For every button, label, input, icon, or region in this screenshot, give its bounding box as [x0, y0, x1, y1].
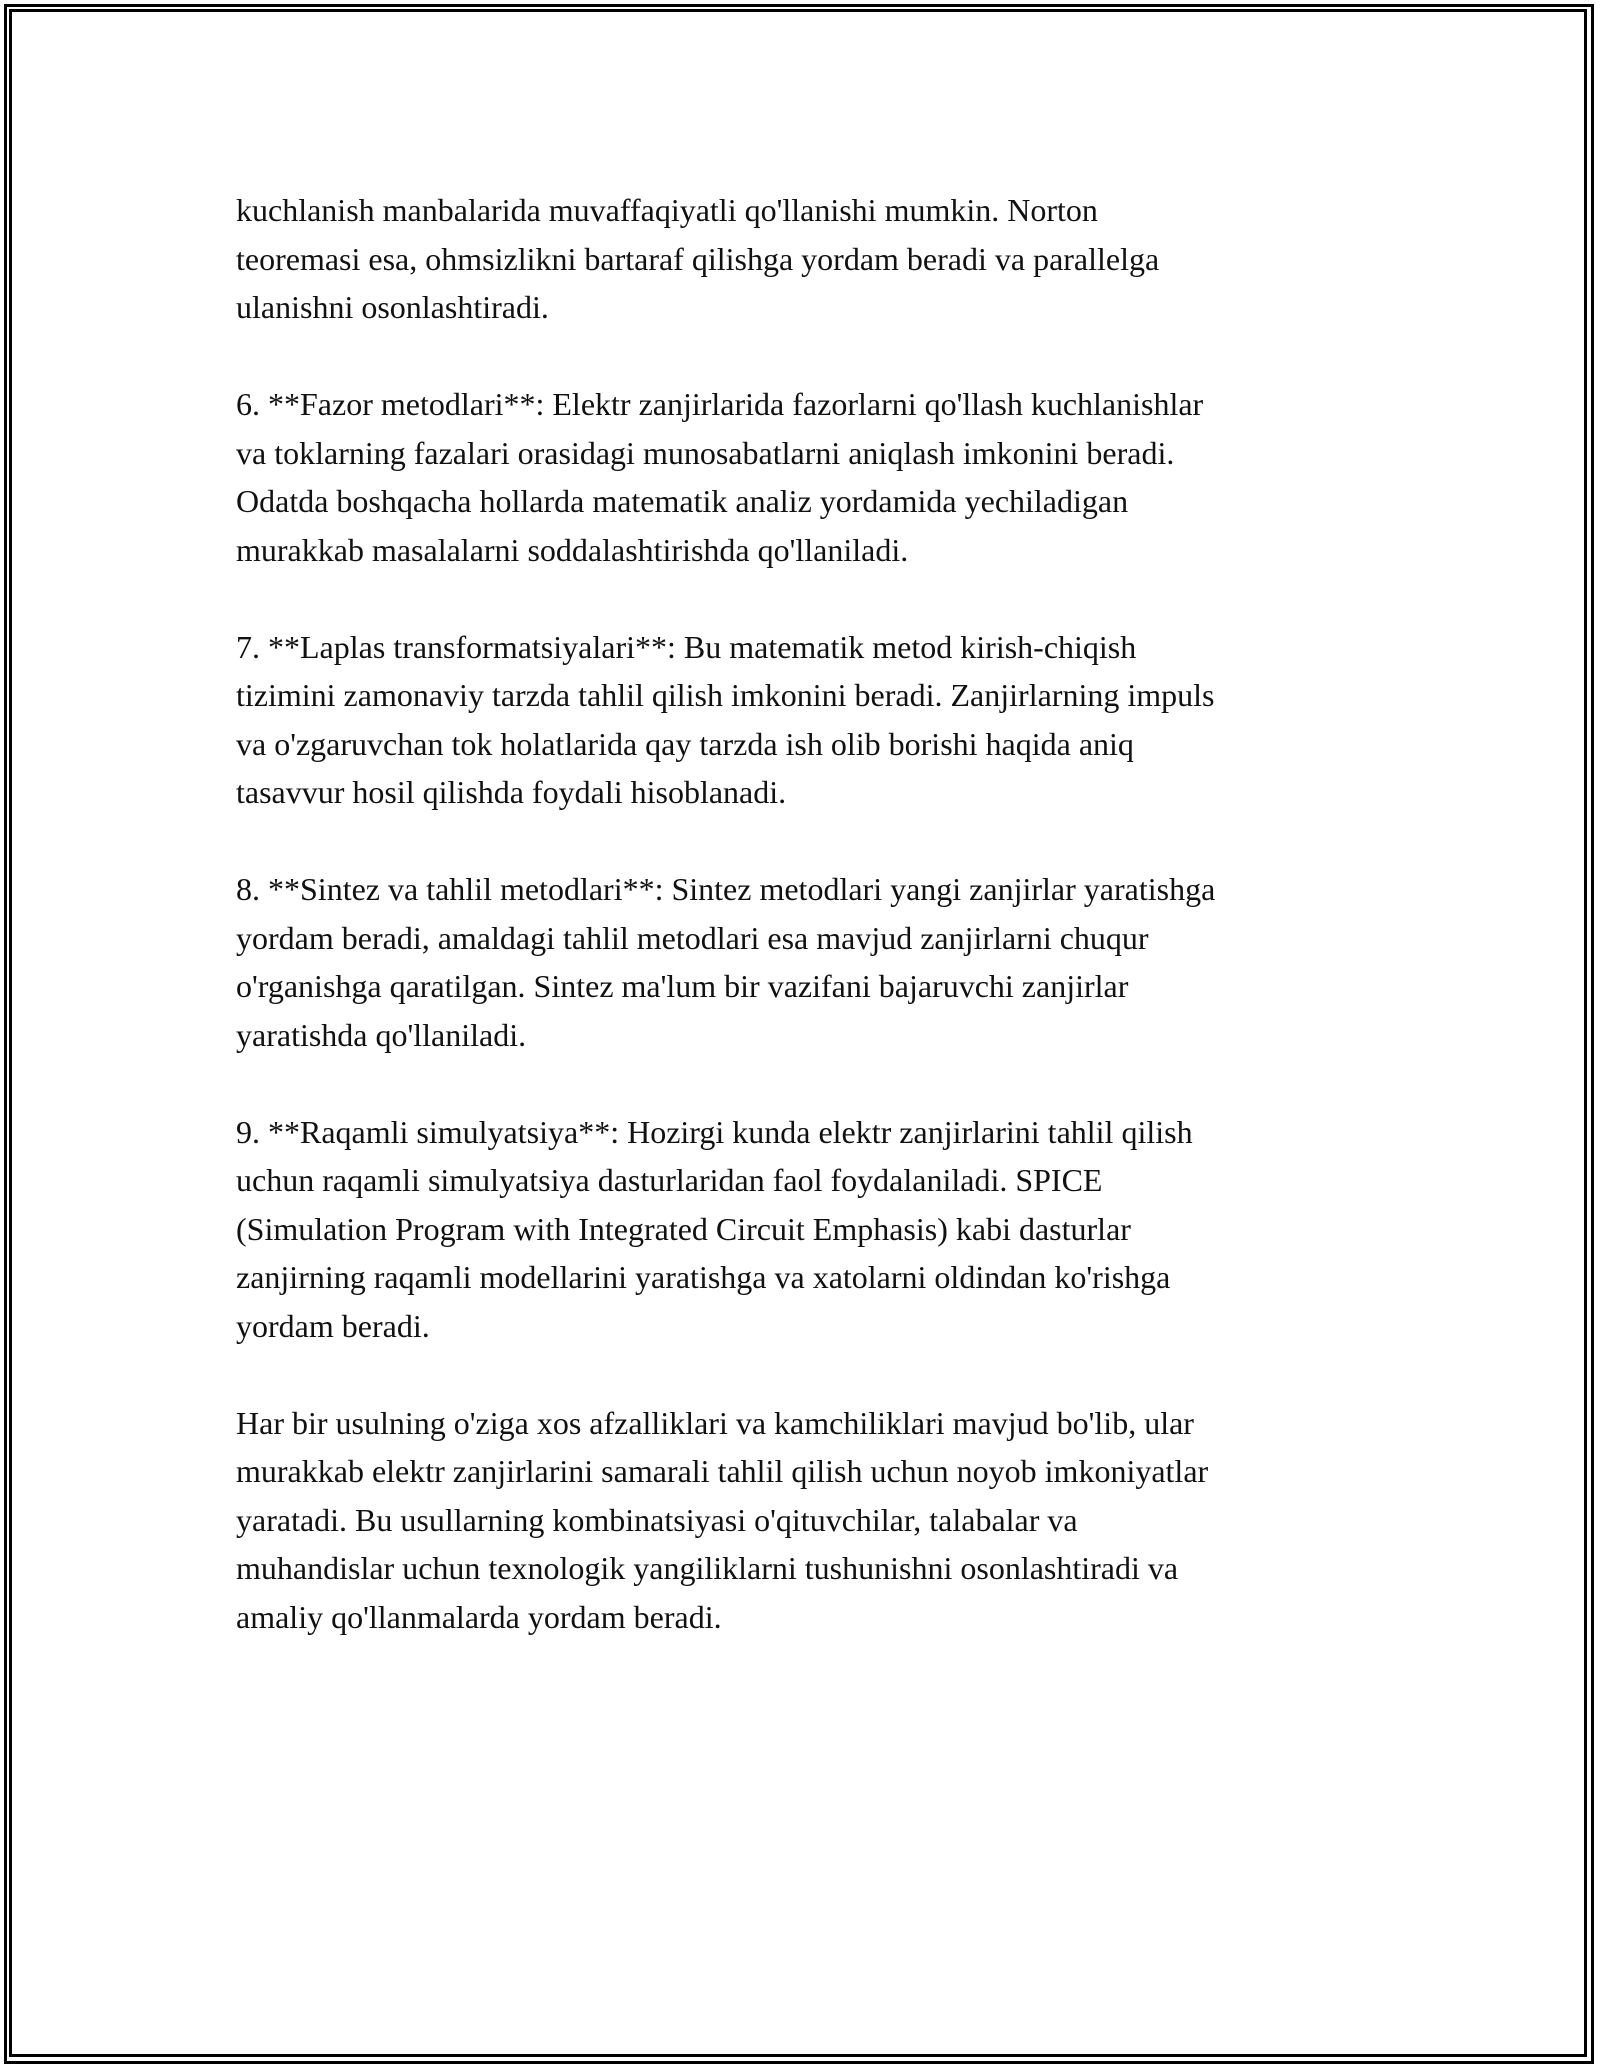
- paragraph-norton-continuation: kuchlanish manbalarida muvaffaqiyatli qo'llanishi mumkin. Norton teoremasi esa, ohmsizlikni bartaraf qilishga yordam beradi va parallelga ulanishni osonlashtiradi.: [236, 192, 1160, 325]
- paragraph-raqamli-simulyatsiya: 9. **Raqamli simulyatsiya**: Hozirgi kunda elektr zanjirlarini tahlil qilish uchun raqamli simulyatsiya dasturlaridan faol foydalaniladi. SPICE (Simulation Program with Integrated Circuit Emphasis) kabi dasturlar zanjirning raqamli modellarini yaratishga va xatolarni oldindan ko'rishga yordam beradi.: [236, 1113, 1193, 1344]
- paragraph-fazor-metodlari: 6. **Fazor metodlari**: Elektr zanjirlarida fazorlarni qo'llash kuchlanishlar va toklarning fazalari orasidagi munosabatlarni aniqlash imkonini beradi. Odatda boshqacha hollarda matematik analiz yordamida yechiladigan murakkab masalalarni soddalashtirishda qo'llaniladi.: [236, 386, 1204, 568]
- document-body: [236, 186, 1366, 1690]
- paragraph-laplas-transformatsiyalari: 7. **Laplas transformatsiyalari**: Bu matematik metod kirish-chiqish tizimini zamonaviy tarzda tahlil qilish imkonini beradi. Zanjirlarning impuls va o'zgaruvchan tok holatlarida qay tarzda ish olib borishi haqida aniq tasavvur hosil qilishda foydali hisoblanadi.: [236, 628, 1215, 810]
- paragraph-conclusion: Har bir usulning o'ziga xos afzalliklari va kamchiliklari mavjud bo'lib, ular murakkab elektr zanjirlarini samarali tahlil qilish uchun noyob imkoniyatlar yaratadi. Bu usullarning kombinatsiyasi o'qituvchilar, talabalar va muhandislar uchun texnologik yangiliklarni tushunishni osonlashtiradi va amaliy qo'llanmalarda yordam beradi.: [236, 1404, 1209, 1635]
- paragraph-sintez-va-tahlil: 8. **Sintez va tahlil metodlari**: Sintez metodlari yangi zanjirlar yaratishga yordam beradi, amaldagi tahlil metodlari esa mavjud zanjirlarni chuqur o'rganishga qaratilgan. Sintez ma'lum bir vazifani bajaruvchi zanjirlar yaratishda qo'llaniladi.: [236, 871, 1216, 1053]
